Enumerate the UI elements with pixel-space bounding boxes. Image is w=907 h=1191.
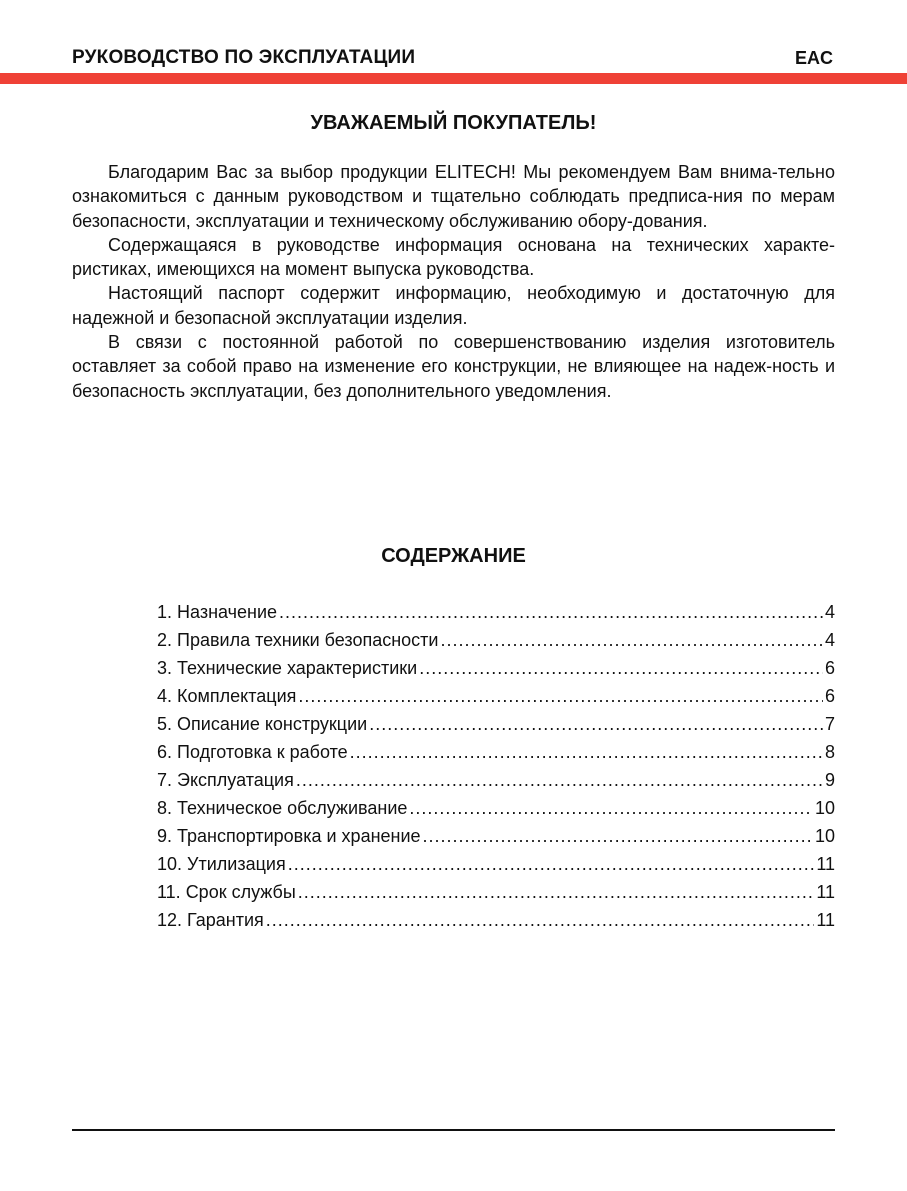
- toc-leader-dots: [350, 738, 823, 766]
- toc-entry-page: 11: [816, 854, 835, 874]
- toc-entry-label: 7. Эксплуатация: [157, 770, 294, 790]
- toc-leader-dots: [279, 598, 823, 626]
- table-of-contents: [157, 598, 835, 934]
- toc-entry[interactable]: [157, 654, 835, 682]
- toc-entry-page: 8: [824, 742, 835, 762]
- toc-entry-label: 2. Правила техники безопасности: [157, 630, 439, 650]
- eac-mark: EAC: [794, 48, 833, 68]
- toc-leader-dots: [298, 682, 823, 710]
- toc-entry-page: 6: [824, 658, 835, 678]
- intro-paragraph: Благодарим Вас за выбор продукции ELITECH! Мы рекомендуем Вам внима-тельно ознакомиться с данным руководством и тщательно соблюдать предписа-ния по мерам безопасности, эксплуатации и техническому обслуживанию обору-дования.: [72, 162, 835, 231]
- toc-entry-page: 10: [814, 798, 835, 818]
- toc-entry-label: 4. Комплектация: [157, 686, 297, 706]
- toc-entry-label: 3. Технические характеристики: [157, 658, 418, 678]
- toc-entry-label: 5. Описание конструкции: [157, 714, 368, 734]
- toc-leader-dots: [409, 794, 813, 822]
- intro-paragraph: Содержащаяся в руководстве информация основана на технических характе-ристиках, имеющихся на момент выпуска руководства.: [72, 234, 835, 280]
- toc-entry[interactable]: [157, 598, 835, 626]
- toc-entry-label: 11. Срок службы: [157, 882, 296, 902]
- document-title: РУКОВОДСТВО ПО ЭКСПЛУАТАЦИИ: [72, 47, 416, 68]
- greeting-heading: УВАЖАЕМЫЙ ПОКУПАТЕЛЬ!: [310, 112, 597, 134]
- toc-entry-page: 7: [824, 714, 835, 734]
- toc-leader-dots: [298, 878, 815, 906]
- toc-entry[interactable]: [157, 626, 835, 654]
- toc-entry[interactable]: [157, 766, 835, 794]
- intro-paragraph: Настоящий паспорт содержит информацию, необходимую и достаточную для надежной и безопасной эксплуатации изделия.: [72, 283, 835, 328]
- toc-entry-label: 9. Транспортировка и хранение: [157, 826, 421, 846]
- toc-leader-dots: [440, 626, 823, 654]
- intro-paragraph: В связи с постоянной работой по совершенствованию изделия изготовитель оставляет за собой право на изменение его конструкции, не влияющее на надеж-ность и безопасность эксплуатации, без дополнительного уведомления.: [72, 332, 835, 401]
- toc-entry[interactable]: [157, 878, 835, 906]
- toc-entry-label: 12. Гарантия: [157, 910, 264, 930]
- footer-rule: [72, 1129, 835, 1131]
- toc-entry-page: 6: [824, 686, 835, 706]
- toc-entry-page: 10: [814, 826, 835, 846]
- toc-entry-label: 8. Техническое обслуживание: [157, 798, 408, 818]
- toc-entry-page: 4: [824, 602, 835, 622]
- contents-heading: СОДЕРЖАНИЕ: [381, 545, 526, 567]
- toc-entry[interactable]: [157, 906, 835, 934]
- toc-entry-page: 11: [816, 882, 835, 902]
- intro-text: [72, 160, 835, 403]
- toc-leader-dots: [423, 822, 813, 850]
- toc-entry[interactable]: [157, 682, 835, 710]
- toc-leader-dots: [419, 654, 823, 682]
- toc-entry[interactable]: [157, 822, 835, 850]
- toc-entry-page: 9: [824, 770, 835, 790]
- toc-leader-dots: [296, 766, 823, 794]
- toc-entry-label: 10. Утилизация: [157, 854, 286, 874]
- toc-entry[interactable]: [157, 794, 835, 822]
- toc-entry-page: 11: [816, 910, 835, 930]
- toc-entry[interactable]: [157, 710, 835, 738]
- toc-entry-label: 6. Подготовка к работе: [157, 742, 348, 762]
- toc-entry-page: 4: [824, 630, 835, 650]
- toc-leader-dots: [288, 850, 815, 878]
- toc-leader-dots: [266, 906, 815, 934]
- header-accent-bar: [0, 73, 907, 84]
- toc-leader-dots: [369, 710, 823, 738]
- toc-entry[interactable]: [157, 850, 835, 878]
- toc-entry[interactable]: [157, 738, 835, 766]
- toc-entry-label: 1. Назначение: [157, 602, 278, 622]
